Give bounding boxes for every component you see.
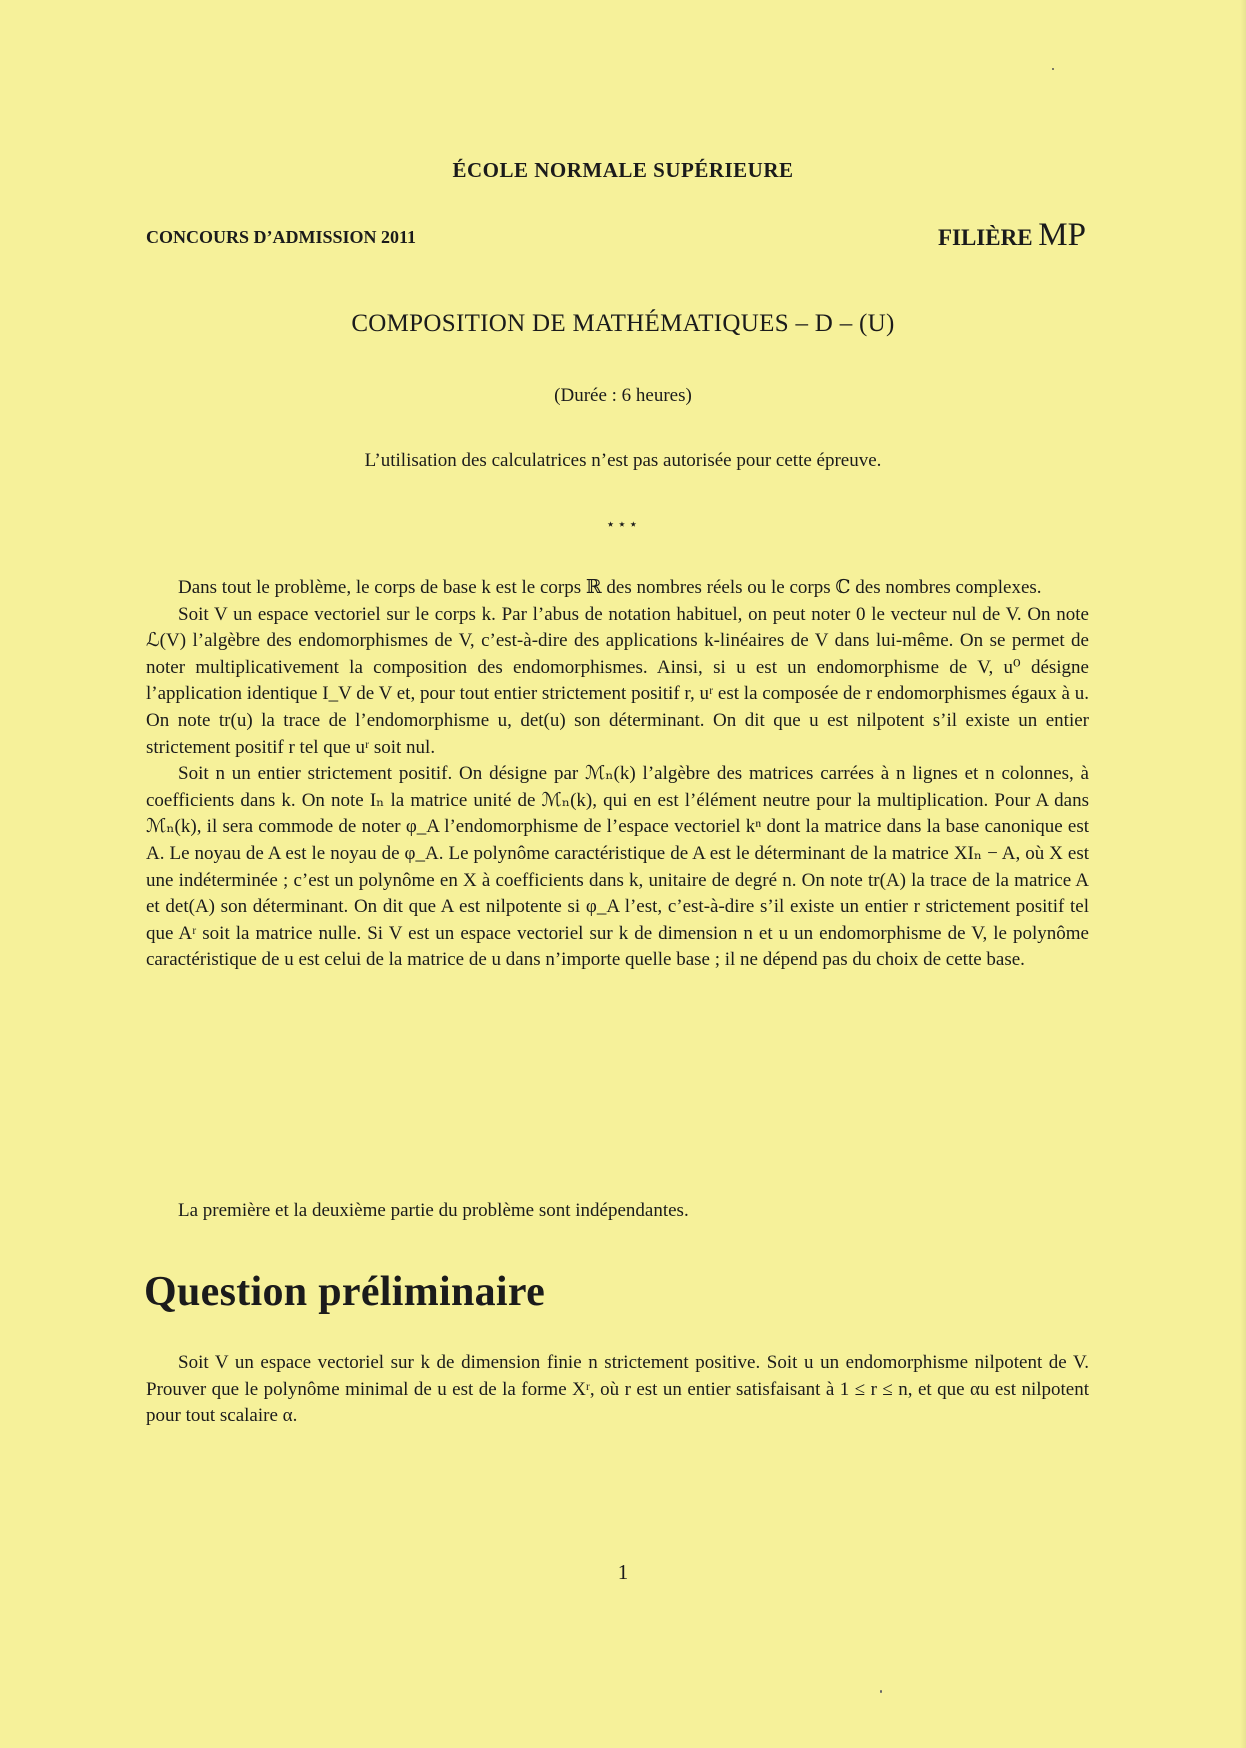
page-number: 1	[617, 1560, 629, 1584]
filiere-word: FILIÈRE	[937, 225, 1033, 250]
school-name: ÉCOLE NORMALE SUPÉRIEURE	[452, 158, 794, 182]
intro-paragraph-2: Soit V un espace vectoriel sur le corps k. Par l’abus de notation habituel, on peut noter 0 le vecteur nul de V. On note ℒ(V) l’algèbre des endomorphismes de V, c’est-à-dire des applications k-linéaires de V dans lui-même. On se permet de noter multiplicativement la composition des endomorphismes. Ainsi, si u est un endomorphisme de V, u⁰ désigne l’application identique I_V de V et, pour tout entier strictement positif r, uʳ est la composée de r endomorphismes égaux à u. On note tr(u) la trace de l’endomorphisme u, det(u) son déterminant. On dit que u est nilpotent s’il existe un entier strictement positif r tel que uʳ soit nul.	[146, 603, 1089, 758]
intro-paragraph-3: Soit n un entier strictement positif. On désigne par ℳₙ(k) l’algèbre des matrices carrées à n lignes et n colonnes, à coefficients dans k. On note Iₙ la matrice unité de ℳₙ(k), qui en est l’élément neutre pour la multiplication. Pour A dans ℳₙ(k), il sera commode de noter φ_A l’endomorphisme de l’espace vectoriel kⁿ dont la matrice dans la base canonique est A. Le noyau de A est le noyau de φ_A. Le polynôme caractéristique de A est le déterminant de la matrice XIₙ − A, où X est une indéterminée ; c’est un polynôme en X à coefficients dans k, unitaire de degré n. On note tr(A) la trace de la matrice A et det(A) son déterminant. On dit que A est nilpotente si φ_A l’est, c’est-à-dire s’il existe un entier r strictement positif tel que Aʳ soit la matrice nulle. Si V est un espace vectoriel sur k de dimension n et u un endomorphisme de V, le polynôme caractéristique de u est celui de la matrice de u dans n’importe quelle base ; il ne dépend pas du choix de cette base.	[146, 763, 1089, 971]
composition-title: COMPOSITION DE MATHÉMATIQUES – D – (U)	[351, 310, 895, 337]
filiere-label	[938, 217, 1086, 254]
page-edge-shadow	[1240, 0, 1246, 1748]
scan-speck	[1052, 68, 1054, 70]
question-text	[146, 1350, 1089, 1430]
calculator-note: L’utilisation des calculatrices n’est pas autorisée pour cette épreuve.	[364, 450, 882, 471]
intro-paragraph-1: Dans tout le problème, le corps de base k est le corps ℝ des nombres réels ou le corps ℂ des nombres complexes.	[178, 577, 1042, 598]
intro-text	[146, 575, 1089, 974]
concours-label: CONCOURS D’ADMISSION 2011	[146, 227, 417, 247]
section-heading: Question préliminaire	[144, 1269, 546, 1315]
scan-speck	[880, 1690, 882, 1693]
filiere-value: MP	[1038, 217, 1086, 253]
duration-note: (Durée : 6 heures)	[554, 385, 692, 406]
question-paragraph: Soit V un espace vectoriel sur k de dimension finie n strictement positive. Soit u un endomorphisme nilpotent de V. Prouver que le polynôme minimal de u est de la forme Xʳ, où r est un entier satisfaisant à 1 ≤ r ≤ n, et que αu est nilpotent pour tout scalaire α.	[146, 1352, 1089, 1427]
separator-stars: ⋆⋆⋆	[605, 517, 641, 533]
independence-note: La première et la deuxième partie du problème sont indépendantes.	[178, 1200, 689, 1221]
